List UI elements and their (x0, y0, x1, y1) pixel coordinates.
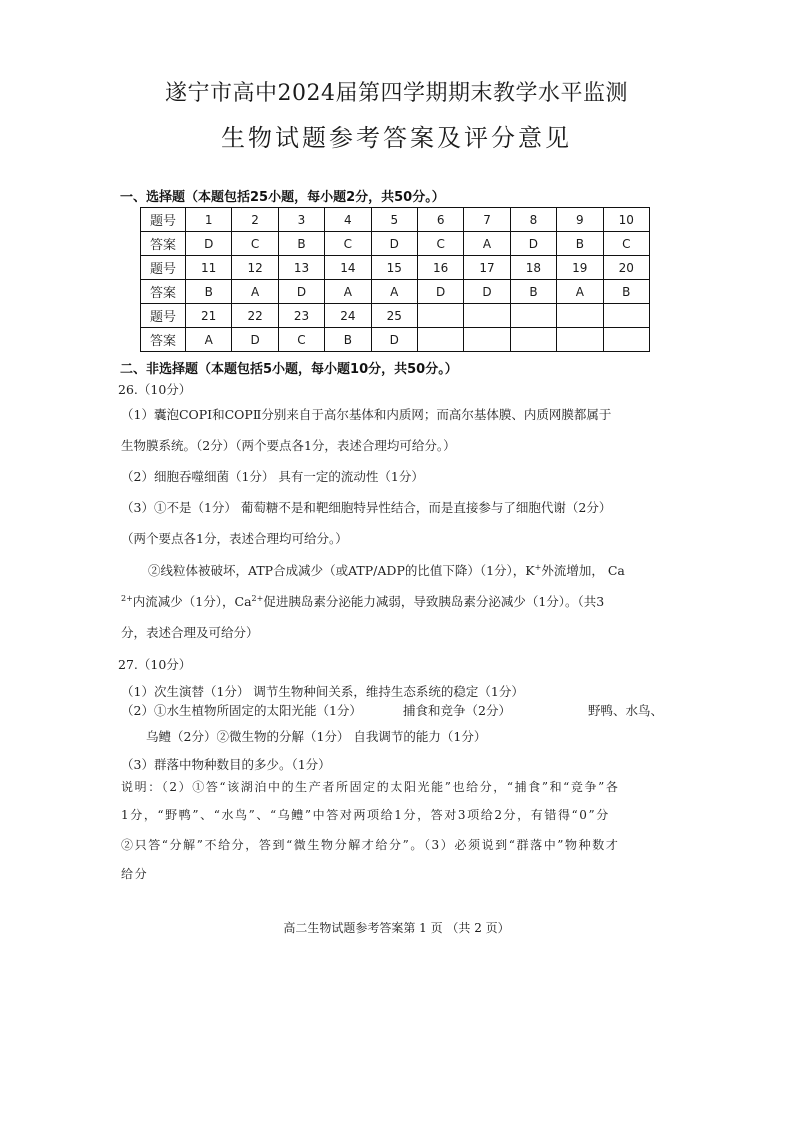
answer-cell: D (417, 280, 463, 304)
answer-cell: B (603, 280, 649, 304)
q27-line: （2）①水生植物所固定的太阳光能（1分） (121, 703, 362, 718)
text: ②线粒体被破坏，ATP合成减少（或ATP/ADP的比值下降）（1分），K (148, 563, 535, 578)
q27-note: 说明：（2）①答“该湖泊中的生产者所固定的太阳光能”也给分，“捕食”和“竞争”各 (121, 780, 620, 794)
question-number-cell: 22 (232, 304, 278, 328)
row-label: 题号 (141, 304, 186, 328)
answer-cell: C (603, 232, 649, 256)
question-number-cell: 11 (186, 256, 232, 280)
answer-cell: D (510, 232, 556, 256)
answer-cell (417, 328, 463, 352)
q26-line: 生物膜系统。（2分）（两个要点各1分，表述合理均可给分。） (121, 438, 456, 453)
question-row (141, 208, 650, 232)
q26-line (121, 592, 604, 610)
question-number-cell (557, 304, 603, 328)
answer-cell: B (325, 328, 371, 352)
answer-cell: A (325, 280, 371, 304)
answer-cell: B (510, 280, 556, 304)
question-number-cell: 3 (278, 208, 324, 232)
answer-cell (557, 328, 603, 352)
q27-note: ②只答“分解”不给分，答到“微生物分解才给分”。（3）必须说到“群落中”物种数才 (121, 838, 620, 852)
row-label: 答案 (141, 328, 186, 352)
q27-note: 1分，“野鸭”、“水鸟”、“乌鳢”中答对两项给1分，答对3项给2分，有错得“0”分 (121, 808, 610, 822)
text: 促进胰岛素分泌能力减弱，导致胰岛素分泌减少（1分）。（共3 (263, 594, 605, 609)
q26-line: （1）囊泡COPⅠ和COPⅡ分别来自于高尔基体和内质网；而高尔基体膜、内质网膜都属于 (121, 407, 612, 422)
q26-line: （3）①不是（1分） 葡萄糖不是和靶细胞特异性结合，而是直接参与了细胞代谢（2分） (121, 500, 612, 515)
superscript: 2+ (121, 593, 133, 603)
answer-cell: A (557, 280, 603, 304)
question-number-cell: 1 (186, 208, 232, 232)
answer-cell: B (278, 232, 324, 256)
question-number-cell: 4 (325, 208, 371, 232)
document-title: 遂宁市高中2024届第四学期期末教学水平监测 (165, 81, 628, 106)
question-number-cell: 17 (464, 256, 510, 280)
question-number-cell: 20 (603, 256, 649, 280)
document-subtitle: 生物试题参考答案及评分意见 (221, 124, 572, 152)
q26-line: 分，表述合理及可给分） (121, 625, 259, 640)
question-number-cell: 7 (464, 208, 510, 232)
q27-line: 野鸭、水鸟、 (588, 703, 664, 718)
row-label: 题号 (141, 208, 186, 232)
superscript: + (534, 562, 542, 572)
answer-cell: D (186, 232, 232, 256)
question-number-cell: 5 (371, 208, 417, 232)
question-number-cell (464, 304, 510, 328)
question-number-cell: 14 (325, 256, 371, 280)
question-number-cell: 24 (325, 304, 371, 328)
answer-cell (464, 328, 510, 352)
text: 外流增加， Ca (541, 563, 625, 578)
q26-line (148, 561, 625, 579)
question-number-cell: 21 (186, 304, 232, 328)
q27-line: （1）次生演替（1分） 调节生物种间关系，维持生态系统的稳定（1分） (121, 684, 524, 699)
q26-line: （两个要点各1分，表述合理均可给分。） (121, 531, 348, 546)
answer-cell (603, 328, 649, 352)
q27-line: 乌鳢（2分）②微生物的分解（1分） 自我调节的能力（1分） (146, 729, 487, 744)
section1-heading: 一、选择题（本题包括25小题，每小题2分，共50分。） (120, 190, 445, 205)
superscript: 2+ (251, 593, 264, 603)
question-number-cell: 2 (232, 208, 278, 232)
q27-line: 捕食和竞争（2分） (403, 703, 511, 718)
row-label: 题号 (141, 256, 186, 280)
answer-cell: D (464, 280, 510, 304)
question-number-cell: 19 (557, 256, 603, 280)
question-number-cell: 6 (417, 208, 463, 232)
question-number-cell: 10 (603, 208, 649, 232)
answer-cell (510, 328, 556, 352)
question-number-cell: 23 (278, 304, 324, 328)
section2-heading: 二、非选择题（本题包括5小题，每小题10分，共50分。） (120, 362, 458, 377)
question-number-cell: 9 (557, 208, 603, 232)
question-number-cell: 16 (417, 256, 463, 280)
answer-cell: A (371, 280, 417, 304)
answer-cell: C (232, 232, 278, 256)
q26-label: 26.（10分） (118, 382, 192, 397)
answer-cell: C (417, 232, 463, 256)
question-number-cell: 13 (278, 256, 324, 280)
answer-cell: A (232, 280, 278, 304)
text: 内流减少（1分），Ca (132, 594, 252, 609)
answer-cell: A (464, 232, 510, 256)
row-label: 答案 (141, 280, 186, 304)
question-number-cell (417, 304, 463, 328)
page-footer: 高二生物试题参考答案第 1 页 （共 2 页） (283, 921, 510, 935)
answer-cell: B (186, 280, 232, 304)
question-number-cell: 12 (232, 256, 278, 280)
answer-table (140, 207, 650, 352)
q27-label: 27.（10分） (118, 657, 192, 672)
answer-cell: C (325, 232, 371, 256)
question-row (141, 256, 650, 280)
answer-cell: D (371, 328, 417, 352)
q26-line: （2）细胞吞噬细菌（1分） 具有一定的流动性（1分） (121, 469, 424, 484)
question-number-cell: 15 (371, 256, 417, 280)
answer-cell: B (557, 232, 603, 256)
q27-line: （3）群落中物种数目的多少。（1分） (121, 757, 331, 772)
question-number-cell: 25 (371, 304, 417, 328)
answer-cell: D (232, 328, 278, 352)
answer-row (141, 280, 650, 304)
question-number-cell (603, 304, 649, 328)
question-number-cell (510, 304, 556, 328)
answer-cell: C (278, 328, 324, 352)
answer-cell: A (186, 328, 232, 352)
row-label: 答案 (141, 232, 186, 256)
answer-row (141, 328, 650, 352)
question-number-cell: 8 (510, 208, 556, 232)
answer-cell: D (278, 280, 324, 304)
answer-cell: D (371, 232, 417, 256)
question-row (141, 304, 650, 328)
answer-row (141, 232, 650, 256)
question-number-cell: 18 (510, 256, 556, 280)
q27-note: 给分 (121, 867, 149, 881)
